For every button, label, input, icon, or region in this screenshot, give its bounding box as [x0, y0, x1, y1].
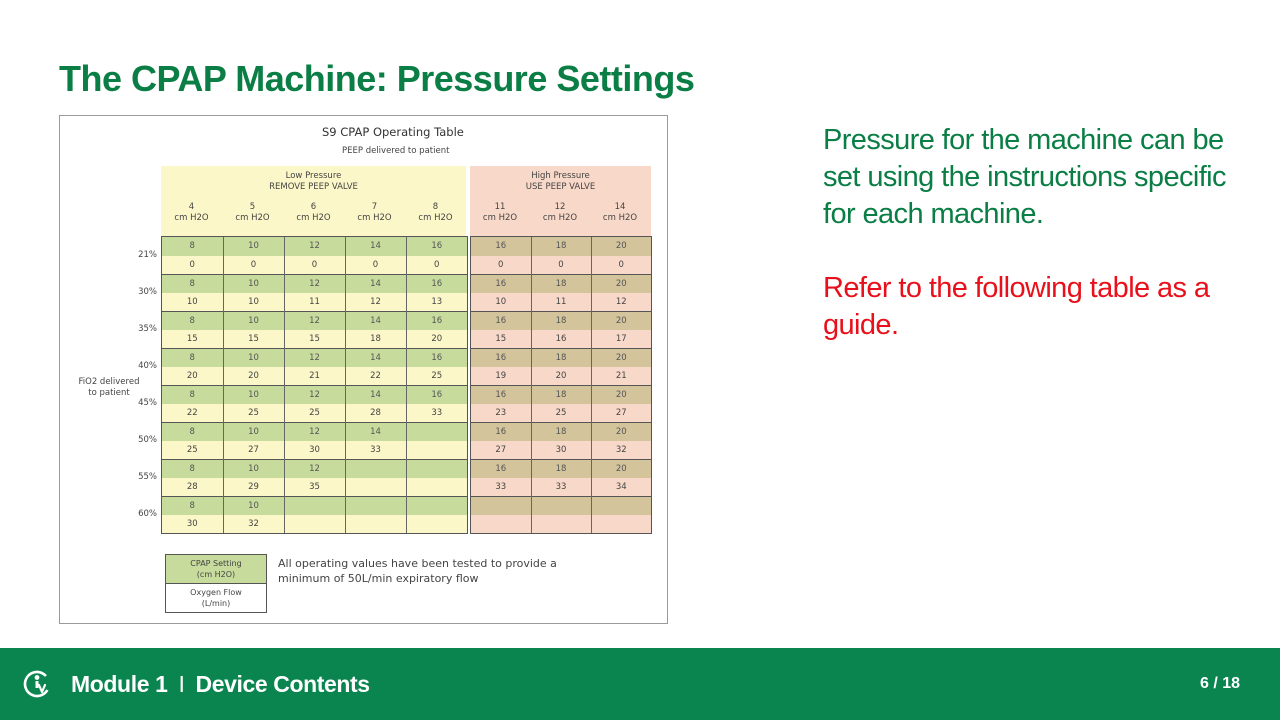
column-header-value: 5: [249, 202, 256, 212]
high-pressure-header: [470, 171, 651, 193]
cpap-setting-cell: [406, 496, 467, 515]
column-header-unit: cm H2O: [174, 213, 209, 223]
oxygen-flow-cell: 15: [284, 330, 345, 349]
oxygen-flow-cell: 0: [591, 256, 651, 275]
oxygen-flow-cell: 10: [162, 293, 223, 312]
cpap-setting-cell: 16: [471, 274, 531, 293]
oxygen-flow-cell: 22: [345, 367, 406, 386]
cpap-setting-cell: 12: [284, 311, 345, 330]
cpap-setting-cell: 12: [284, 459, 345, 478]
column-header-unit: cm H2O: [235, 213, 270, 223]
oxygen-flow-cell: 18: [345, 330, 406, 349]
oxygen-flow-cell: 29: [223, 478, 284, 497]
fio2-row-label: 45%: [138, 398, 157, 408]
oxygen-flow-cell: 20: [531, 367, 591, 386]
cpap-setting-row: [162, 311, 467, 330]
oxygen-flow-cell: 33: [406, 404, 467, 423]
cpap-setting-row: [162, 385, 467, 404]
cpap-setting-row: [471, 348, 651, 367]
cpap-setting-cell: 18: [531, 237, 591, 256]
cpap-setting-cell: 16: [471, 311, 531, 330]
cpap-setting-cell: 18: [531, 348, 591, 367]
cpap-setting-cell: [591, 496, 651, 515]
cpap-setting-row: [162, 274, 467, 293]
cpap-setting-cell: 20: [591, 385, 651, 404]
cpap-setting-cell: 12: [284, 385, 345, 404]
column-header-value: 6: [310, 202, 317, 212]
cpap-setting-cell: 16: [471, 385, 531, 404]
column-header: [530, 202, 590, 224]
cpap-setting-cell: 12: [284, 237, 345, 256]
oxygen-flow-cell: 0: [531, 256, 591, 275]
oxygen-flow-cell: 12: [345, 293, 406, 312]
cpap-setting-cell: [531, 496, 591, 515]
legend-cpap-setting: [166, 555, 266, 584]
column-header: [590, 202, 650, 224]
column-header-value: 8: [432, 202, 439, 212]
cpap-setting-cell: 10: [223, 311, 284, 330]
oxygen-flow-cell: 22: [162, 404, 223, 423]
oxygen-flow-cell: 34: [591, 478, 651, 497]
oxygen-flow-cell: 0: [471, 256, 531, 275]
oxygen-flow-cell: 0: [406, 256, 467, 275]
cpap-setting-cell: 18: [531, 459, 591, 478]
cpap-setting-cell: 14: [345, 422, 406, 441]
footer-bar: [0, 648, 1280, 720]
oxygen-flow-cell: 0: [284, 256, 345, 275]
remove-peep-valve-label: REMOVE PEEP VALVE: [269, 182, 358, 192]
oxygen-flow-cell: 11: [284, 293, 345, 312]
column-header-unit: cm H2O: [357, 213, 392, 223]
cpap-setting-cell: 16: [471, 459, 531, 478]
footer-section: Device Contents: [195, 671, 370, 697]
oxygen-flow-cell: [345, 478, 406, 497]
cpap-setting-cell: 10: [223, 237, 284, 256]
cpap-setting-cell: [345, 459, 406, 478]
cpap-setting-cell: [284, 496, 345, 515]
column-header-unit: cm H2O: [542, 213, 578, 223]
oxygen-flow-row: [471, 256, 651, 275]
oxygen-flow-cell: 27: [591, 404, 651, 423]
oxygen-flow-cell: 25: [162, 441, 223, 460]
oxygen-flow-cell: 30: [531, 441, 591, 460]
legend-note: All operating values have been tested to provide a minimum of 50L/min expiratory flow: [278, 557, 557, 585]
oxygen-flow-cell: [345, 515, 406, 534]
cpap-setting-cell: [406, 422, 467, 441]
fio2-axis-label-line2: to patient: [88, 388, 130, 398]
oxygen-flow-cell: [406, 478, 467, 497]
cpap-setting-cell: 20: [591, 311, 651, 330]
fio2-row-label: 21%: [138, 250, 157, 260]
oxygen-flow-cell: 27: [471, 441, 531, 460]
oxygen-flow-row: [162, 293, 467, 312]
oxygen-flow-cell: 16: [531, 330, 591, 349]
body-instructions: Pressure for the machine can be set using the instructions specific for each machine.: [823, 124, 1226, 230]
oxygen-flow-row: [162, 367, 467, 386]
oxygen-flow-row: [471, 515, 651, 534]
cpap-setting-row: [471, 459, 651, 478]
oxygen-flow-cell: 13: [406, 293, 467, 312]
oxygen-flow-cell: 11: [531, 293, 591, 312]
cpap-setting-row: [162, 348, 467, 367]
oxygen-flow-cell: 21: [591, 367, 651, 386]
fio2-row-label: 35%: [138, 324, 157, 334]
cpap-setting-cell: 20: [591, 459, 651, 478]
oxygen-flow-cell: 15: [471, 330, 531, 349]
cpap-setting-cell: 10: [223, 422, 284, 441]
oxygen-flow-cell: 10: [223, 293, 284, 312]
cpap-setting-cell: 20: [591, 422, 651, 441]
slide-title: The CPAP Machine: Pressure Settings: [59, 58, 695, 99]
cpap-setting-cell: 14: [345, 274, 406, 293]
oxygen-flow-cell: 21: [284, 367, 345, 386]
oxygen-flow-row: [471, 367, 651, 386]
legend-oxygen-flow-line1: Oxygen Flow: [190, 588, 242, 597]
column-header-unit: cm H2O: [296, 213, 331, 223]
oxygen-flow-cell: 0: [162, 256, 223, 275]
oxygen-flow-cell: 30: [162, 515, 223, 534]
cpap-setting-row: [471, 422, 651, 441]
cpap-setting-cell: 8: [162, 385, 223, 404]
cpap-setting-cell: 20: [591, 274, 651, 293]
oxygen-flow-cell: 12: [591, 293, 651, 312]
footer-separator: I: [178, 671, 185, 697]
high-pressure-label: High Pressure: [531, 171, 590, 181]
oxygen-flow-cell: 28: [162, 478, 223, 497]
oxygen-flow-cell: 20: [223, 367, 284, 386]
column-header-value: 4: [188, 202, 195, 212]
cpap-setting-cell: 16: [406, 385, 467, 404]
oxygen-flow-row: [162, 404, 467, 423]
oxygen-flow-cell: [471, 515, 531, 534]
legend-oxygen-flow: [166, 584, 266, 612]
cpap-setting-cell: 12: [284, 348, 345, 367]
oxygen-flow-cell: 28: [345, 404, 406, 423]
low-pressure-header: [161, 171, 466, 193]
oxygen-flow-cell: 32: [591, 441, 651, 460]
oxygen-flow-cell: 15: [162, 330, 223, 349]
fio2-row-label: 30%: [138, 287, 157, 297]
oxygen-flow-cell: 17: [591, 330, 651, 349]
cpap-setting-cell: 12: [284, 274, 345, 293]
fio2-row-label: 40%: [138, 361, 157, 371]
cpap-setting-row: [162, 422, 467, 441]
footer-module: Module 1: [71, 671, 168, 697]
cpap-setting-cell: 20: [591, 237, 651, 256]
oxygen-flow-cell: 33: [531, 478, 591, 497]
body-text: [823, 122, 1243, 344]
person-wheelchair-icon: [22, 669, 52, 699]
cpap-setting-cell: 16: [471, 348, 531, 367]
oxygen-flow-cell: 10: [471, 293, 531, 312]
legend-oxygen-flow-line2: (L/min): [201, 599, 231, 608]
low-pressure-grid: [161, 236, 468, 534]
cpap-setting-cell: 8: [162, 237, 223, 256]
cpap-setting-cell: 16: [406, 311, 467, 330]
oxygen-flow-row: [162, 478, 467, 497]
oxygen-flow-row: [162, 515, 467, 534]
column-header: [162, 202, 222, 224]
cpap-setting-cell: 14: [345, 385, 406, 404]
cpap-setting-cell: [406, 459, 467, 478]
cpap-setting-cell: 14: [345, 311, 406, 330]
oxygen-flow-row: [471, 404, 651, 423]
fio2-row-label: 50%: [138, 435, 157, 445]
oxygen-flow-cell: 33: [345, 441, 406, 460]
oxygen-flow-row: [162, 441, 467, 460]
oxygen-flow-cell: [591, 515, 651, 534]
column-header: [345, 202, 405, 224]
oxygen-flow-cell: 32: [223, 515, 284, 534]
oxygen-flow-cell: 15: [223, 330, 284, 349]
cpap-setting-cell: [471, 496, 531, 515]
cpap-setting-cell: 8: [162, 496, 223, 515]
cpap-setting-row: [162, 459, 467, 478]
cpap-setting-cell: 18: [531, 311, 591, 330]
cpap-setting-cell: 16: [406, 348, 467, 367]
cpap-setting-row: [471, 385, 651, 404]
oxygen-flow-cell: 23: [471, 404, 531, 423]
page-number: 6 / 18: [1199, 675, 1240, 692]
oxygen-flow-cell: 20: [162, 367, 223, 386]
cpap-setting-cell: 16: [471, 237, 531, 256]
oxygen-flow-row: [471, 293, 651, 312]
oxygen-flow-cell: 25: [284, 404, 345, 423]
column-header-unit: cm H2O: [482, 213, 518, 223]
cpap-setting-cell: 12: [284, 422, 345, 441]
oxygen-flow-cell: [406, 441, 467, 460]
cpap-setting-cell: [345, 496, 406, 515]
legend-cpap-setting-line2: (cm H2O): [196, 570, 236, 579]
oxygen-flow-cell: 25: [223, 404, 284, 423]
column-header-unit: cm H2O: [602, 213, 638, 223]
cpap-setting-cell: 8: [162, 311, 223, 330]
cpap-setting-cell: 8: [162, 422, 223, 441]
oxygen-flow-cell: 33: [471, 478, 531, 497]
fio2-axis-label: [66, 377, 152, 399]
column-header: [284, 202, 344, 224]
column-header-value: 12: [554, 202, 566, 212]
oxygen-flow-row: [471, 478, 651, 497]
cpap-setting-cell: 10: [223, 385, 284, 404]
oxygen-flow-cell: 30: [284, 441, 345, 460]
cpap-setting-cell: 10: [223, 496, 284, 515]
cpap-setting-cell: 10: [223, 459, 284, 478]
legend-cpap-setting-line1: CPAP Setting: [190, 559, 242, 568]
cpap-setting-cell: 18: [531, 385, 591, 404]
cpap-setting-cell: 16: [406, 237, 467, 256]
oxygen-flow-cell: [284, 515, 345, 534]
oxygen-flow-row: [471, 330, 651, 349]
cpap-setting-cell: 18: [531, 274, 591, 293]
column-header-value: 7: [371, 202, 378, 212]
column-header: [223, 202, 283, 224]
cpap-setting-cell: 14: [345, 237, 406, 256]
figure-subtitle: PEEP delivered to patient: [342, 146, 450, 156]
cpap-setting-cell: 10: [223, 348, 284, 367]
figure-title: S9 CPAP Operating Table: [322, 125, 464, 139]
cpap-setting-row: [471, 274, 651, 293]
oxygen-flow-cell: 35: [284, 478, 345, 497]
column-header: [470, 202, 530, 224]
oxygen-flow-cell: [531, 515, 591, 534]
column-header-value: 14: [614, 202, 626, 212]
oxygen-flow-row: [162, 330, 467, 349]
column-header-unit: cm H2O: [418, 213, 453, 223]
high-pressure-grid: [470, 236, 652, 534]
cpap-setting-row: [162, 237, 467, 256]
cpap-setting-cell: 8: [162, 274, 223, 293]
cpap-setting-cell: 18: [531, 422, 591, 441]
oxygen-flow-row: [162, 256, 467, 275]
oxygen-flow-cell: 25: [531, 404, 591, 423]
cpap-setting-cell: 16: [406, 274, 467, 293]
oxygen-flow-cell: [406, 515, 467, 534]
oxygen-flow-cell: 0: [345, 256, 406, 275]
cpap-setting-row: [162, 496, 467, 515]
cpap-setting-cell: 8: [162, 348, 223, 367]
cpap-setting-row: [471, 311, 651, 330]
cpap-setting-cell: 20: [591, 348, 651, 367]
footer-module-title: [71, 671, 370, 698]
cpap-setting-row: [471, 496, 651, 515]
oxygen-flow-row: [471, 441, 651, 460]
cpap-setting-cell: 14: [345, 348, 406, 367]
oxygen-flow-cell: 19: [471, 367, 531, 386]
body-guide-note: Refer to the following table as a guide.: [823, 272, 1210, 341]
oxygen-flow-cell: 20: [406, 330, 467, 349]
low-pressure-label: Low Pressure: [285, 171, 342, 181]
table-legend: [165, 554, 267, 613]
fio2-axis-label-line1: FiO2 delivered: [78, 377, 140, 387]
oxygen-flow-cell: 25: [406, 367, 467, 386]
oxygen-flow-cell: 0: [223, 256, 284, 275]
use-peep-valve-label: USE PEEP VALVE: [525, 182, 596, 192]
cpap-setting-cell: 16: [471, 422, 531, 441]
column-header-value: 11: [494, 202, 506, 212]
column-header: [406, 202, 466, 224]
fio2-row-label: 60%: [138, 509, 157, 519]
cpap-setting-row: [471, 237, 651, 256]
cpap-operating-table-figure: [59, 115, 668, 624]
fio2-row-label: 55%: [138, 472, 157, 482]
cpap-setting-cell: 8: [162, 459, 223, 478]
cpap-setting-cell: 10: [223, 274, 284, 293]
oxygen-flow-cell: 27: [223, 441, 284, 460]
